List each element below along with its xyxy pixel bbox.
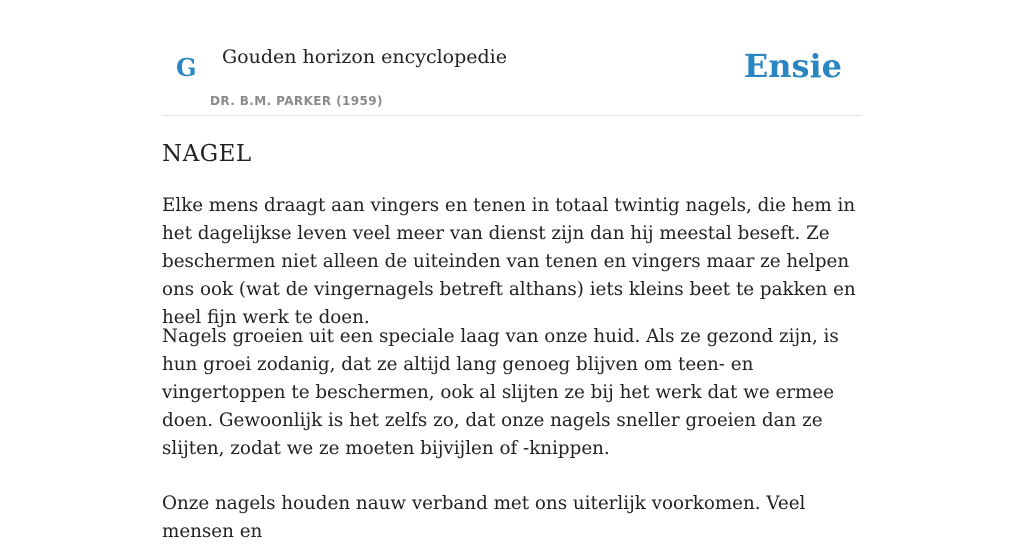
entry-paragraph-3: Onze nagels houden nauw verband met ons uiterlijk voorkomen. Veel mensen en — [162, 493, 806, 542]
entry-paragraph-2: Nagels groeien uit een speciale laag van onze huid. Als ze gezond zijn, is hun groei zodanig, dat ze altijd lang genoeg blijven om teen- en vingertoppen te beschermen, ook al slijten ze bij het werk dat we ermee doen. Gewoonlijk is het zelfs zo, dat onze nagels sneller groeien dan ze slijten, zodat we ze moeten bijvijlen of -knippen. — [162, 326, 839, 459]
entry-paragraph-1: Elke mens draagt aan vingers en tenen in totaal twintig nagels, die hem in het dagelijkse leven veel meer van dienst zijn dan hij meestal beseft. Ze beschermen niet alleen de uiteinden van tenen en vingers maar ze helpen ons ook (wat de vingernagels betreft althans) iets kleins beet te pakken en heel fijn werk te doen. — [162, 195, 856, 328]
source-author: DR. B.M. PARKER (1959) — [210, 94, 383, 108]
page-content — [162, 0, 862, 542]
source-logo[interactable]: G — [176, 53, 197, 82]
entry-title: NAGEL — [162, 141, 252, 167]
ensie-logo[interactable]: Ensie — [743, 47, 842, 85]
source-header — [162, 0, 862, 116]
source-title[interactable]: Gouden horizon encyclopedie — [222, 46, 507, 68]
